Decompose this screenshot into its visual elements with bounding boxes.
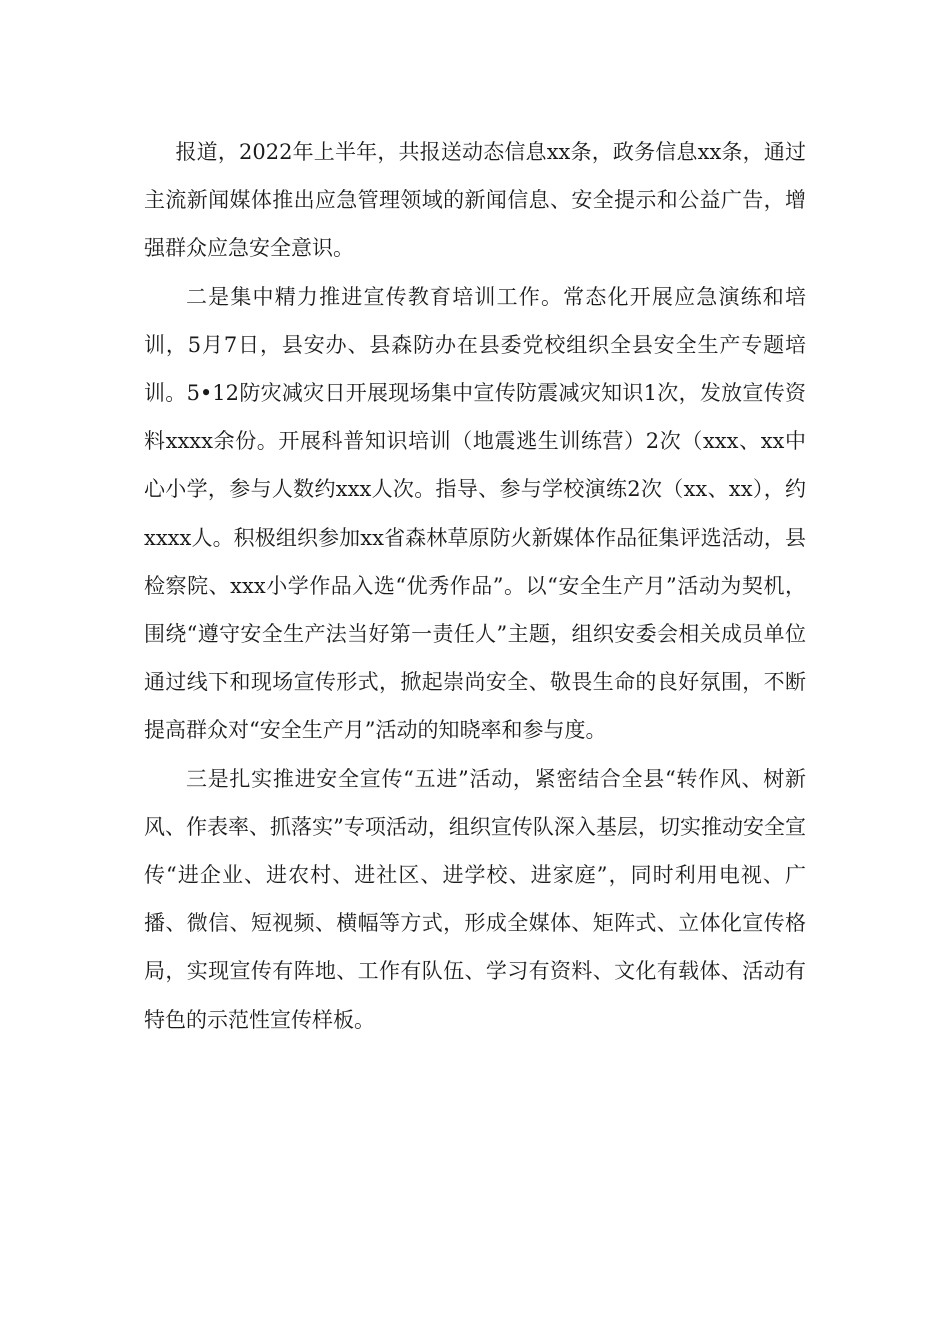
- document-body: [144, 128, 806, 1044]
- paragraph-education-training: 二是集中精力推进宣传教育培训工作。常态化开展应急演练和培训，5月7日，县安办、县森防办在县委党校组织全县安全生产专题培训。5•12防灾减灾日开展现场集中宣传防震减灾知识1次，发放宣传资料xxxx余份。开展科普知识培训（地震逃生训练营）2次（xxx、xx中心小学，参与人数约xxx人次。指导、参与学校演练2次（xx、xx），约xxxx人。积极组织参加xx省森林草原防火新媒体作品征集评选活动，县检察院、xxx小学作品入选“优秀作品”。以“安全生产月”活动为契机，围绕“遵守安全生产法当好第一责任人”主题，组织安委会相关成员单位通过线下和现场宣传形式，掀起崇尚安全、敬畏生命的良好氛围，不断提高群众对“安全生产月”活动的知晓率和参与度。: [144, 284, 806, 743]
- paragraph-news-reporting: 报道，2022年上半年，共报送动态信息xx条，政务信息xx条，通过主流新闻媒体推出应急管理领域的新闻信息、安全提示和公益广告，增强群众应急安全意识。: [144, 140, 806, 261]
- paragraph-five-entries-campaign: 三是扎实推进安全宣传“五进”活动，紧密结合全县“转作风、树新风、作表率、抓落实”专项活动，组织宣传队深入基层，切实推动安全宣传“进企业、进农村、进社区、进学校、进家庭”，同时利用电视、广播、微信、短视频、横幅等方式，形成全媒体、矩阵式、立体化宣传格局，实现宣传有阵地、工作有队伍、学习有资料、文化有载体、活动有特色的示范性宣传样板。: [144, 766, 806, 1032]
